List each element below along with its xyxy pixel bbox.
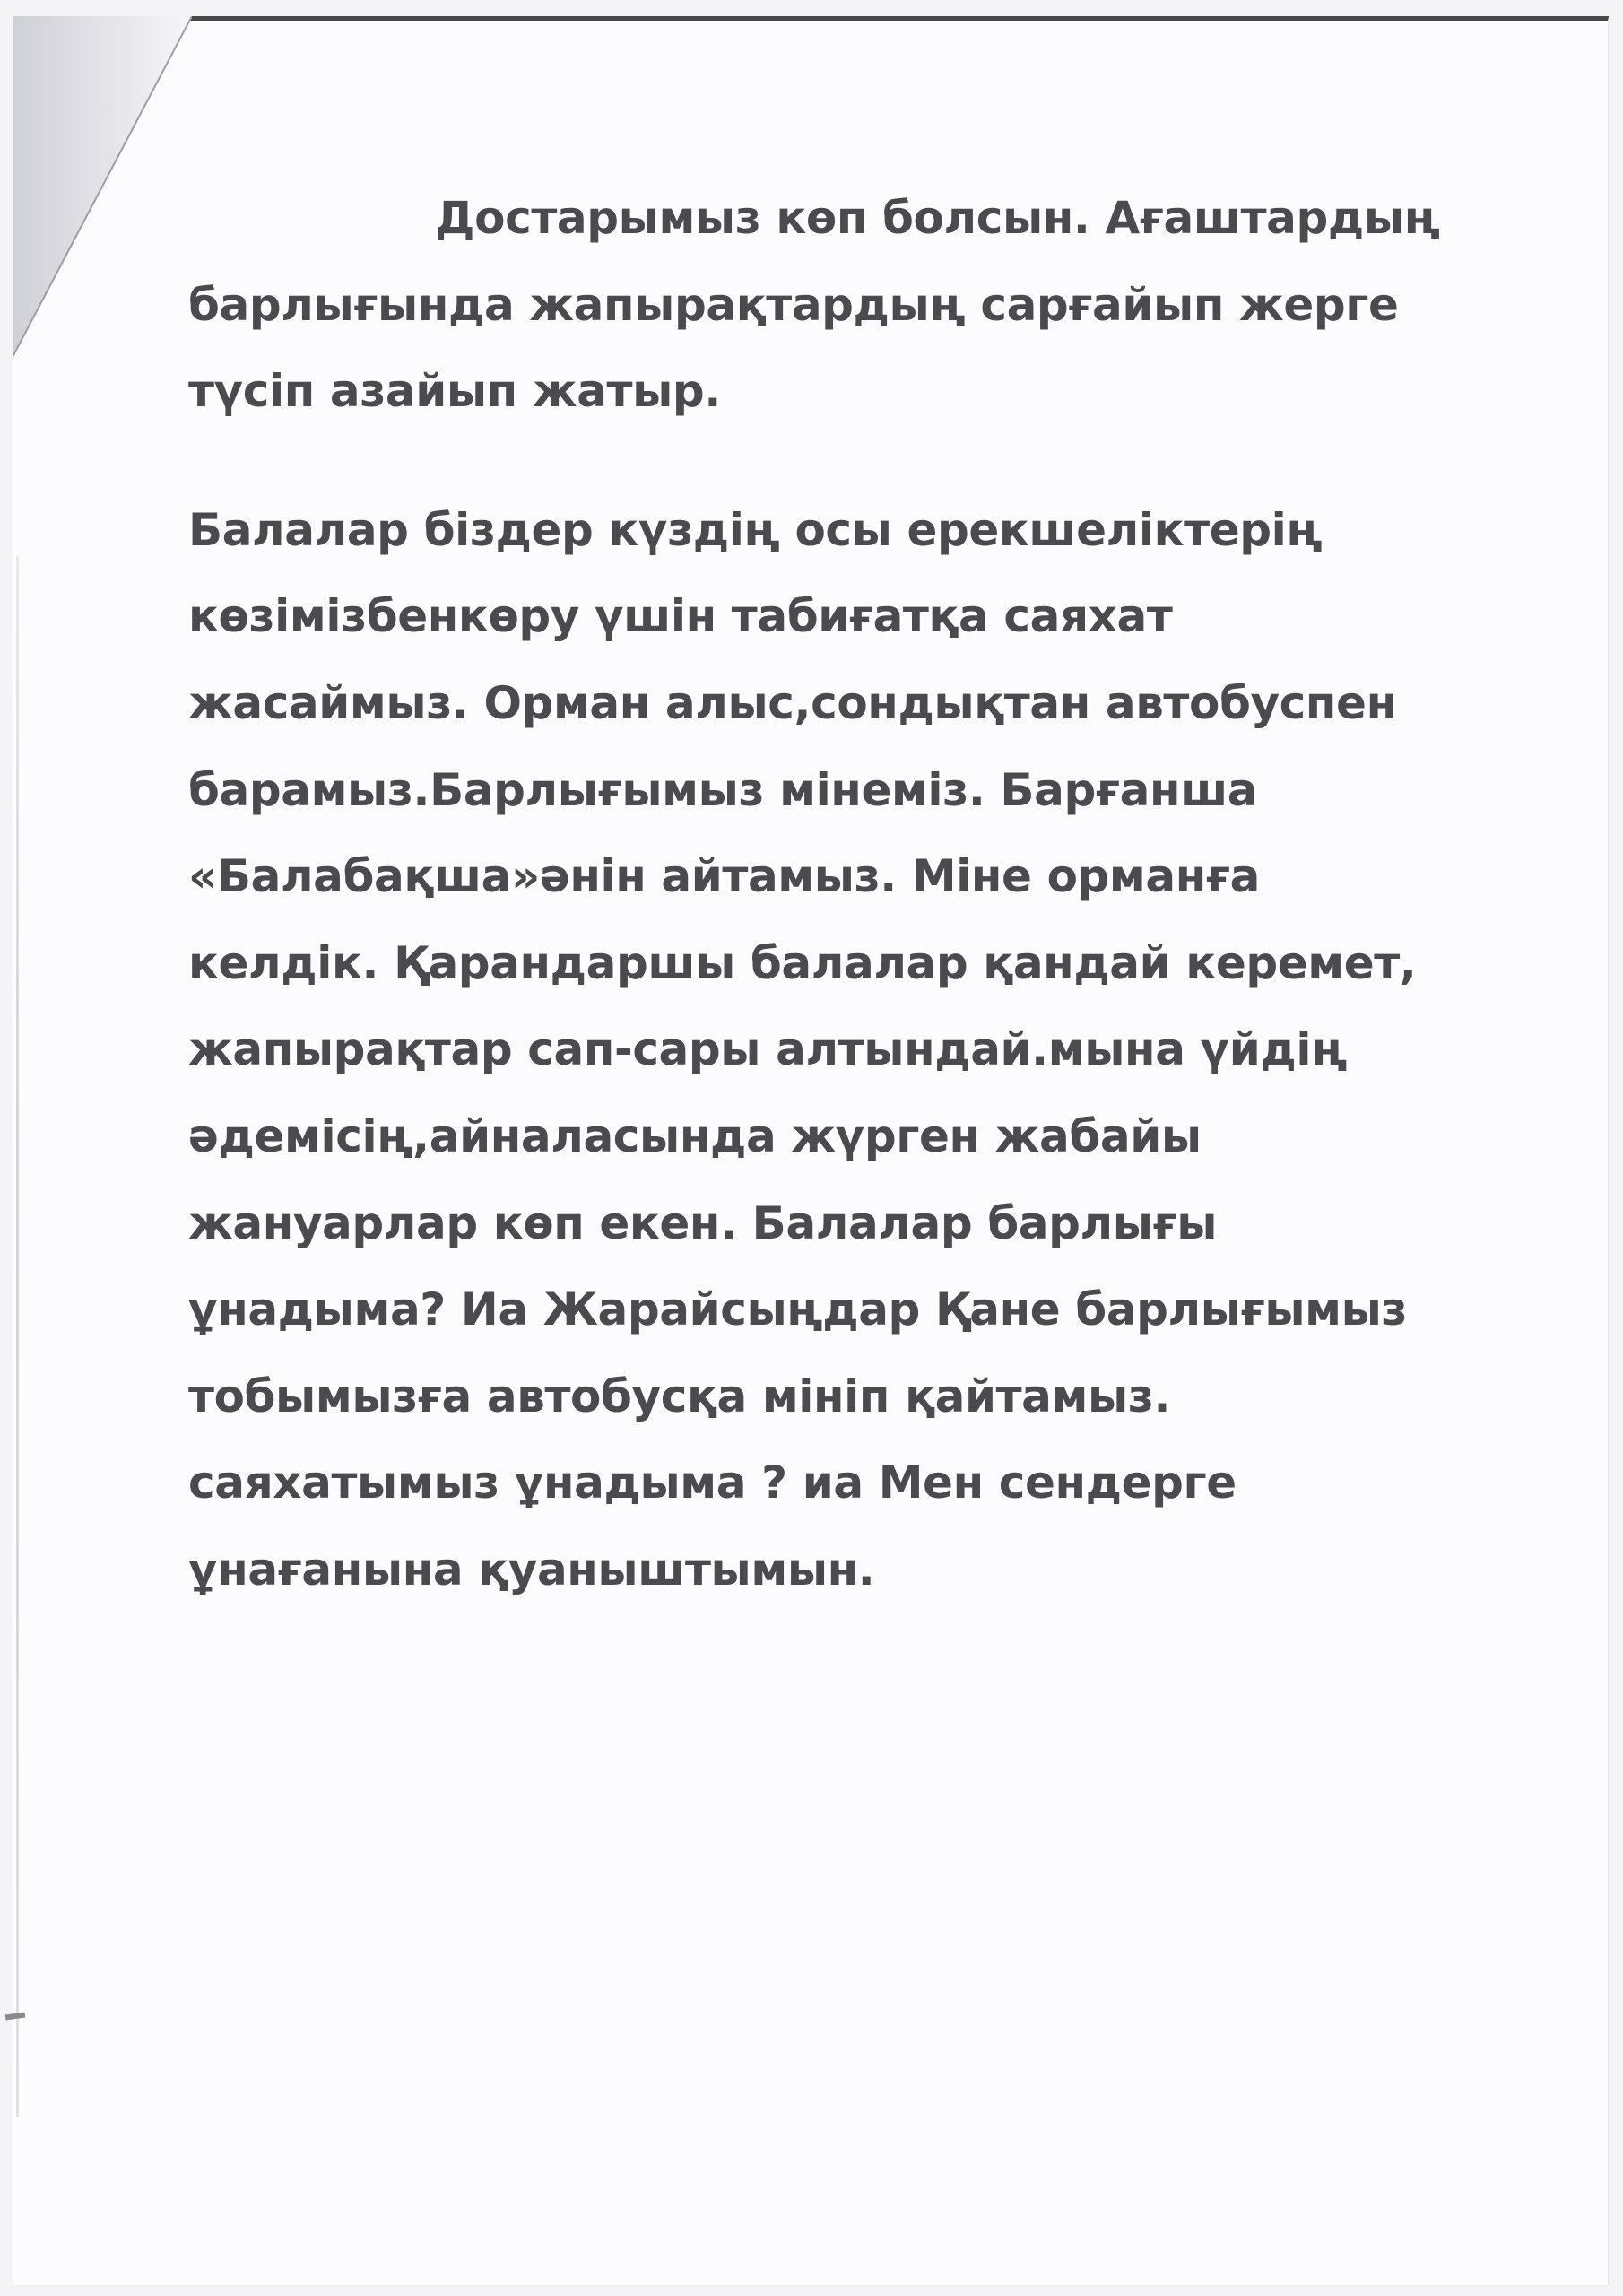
text-line: барамыз.Барлығымыз мінеміз. Барғанша — [188, 763, 1258, 816]
text-line: көзімізбенкөру үшін табиғатқа саяхат — [188, 590, 1173, 643]
text-line: тобымызға автобусқа мініп қайтамыз. — [188, 1370, 1171, 1422]
text-line: «Балабақша»әнін айтамыз. Міне орманға — [188, 850, 1260, 903]
document-body — [188, 175, 1480, 1613]
text-line: жасаймыз. Орман алыс,сондықтан автобуспен — [188, 676, 1397, 729]
text-line: Достарымыз көп болсын. Ағаштардың — [435, 192, 1440, 244]
paragraph-1 — [188, 175, 1480, 435]
text-line: барлығында жапырақтардың сарғайып жерге — [188, 278, 1399, 331]
text-line: саяхатымыз ұнадыма ? иа Мен сендерге — [188, 1457, 1237, 1509]
text-line: ұнадыма? Иа Жарайсыңдар Қане барлығымыз — [188, 1283, 1408, 1336]
text-line: түсіп азайып жатыр. — [188, 365, 721, 418]
text-line: жануарлар көп екен. Балалар барлығы — [188, 1196, 1218, 1249]
page-edge-line — [16, 556, 19, 2117]
folded-corner-shadow — [13, 16, 192, 357]
paragraph-gap — [188, 435, 1480, 487]
paragraph-2 — [188, 487, 1480, 1613]
text-line: жапырақтар сап-сары алтындай.мына үйдің — [188, 1023, 1348, 1076]
text-line: ұнағанына қуаныштымын. — [188, 1543, 875, 1596]
text-line: әдемісің,айналасында жүрген жабайы — [188, 1109, 1202, 1162]
text-line: Балалар біздер күздің осы ерекшеліктерің — [188, 503, 1323, 556]
text-line: келдік. Қарандаршы балалар қандай керемет, — [188, 936, 1417, 989]
